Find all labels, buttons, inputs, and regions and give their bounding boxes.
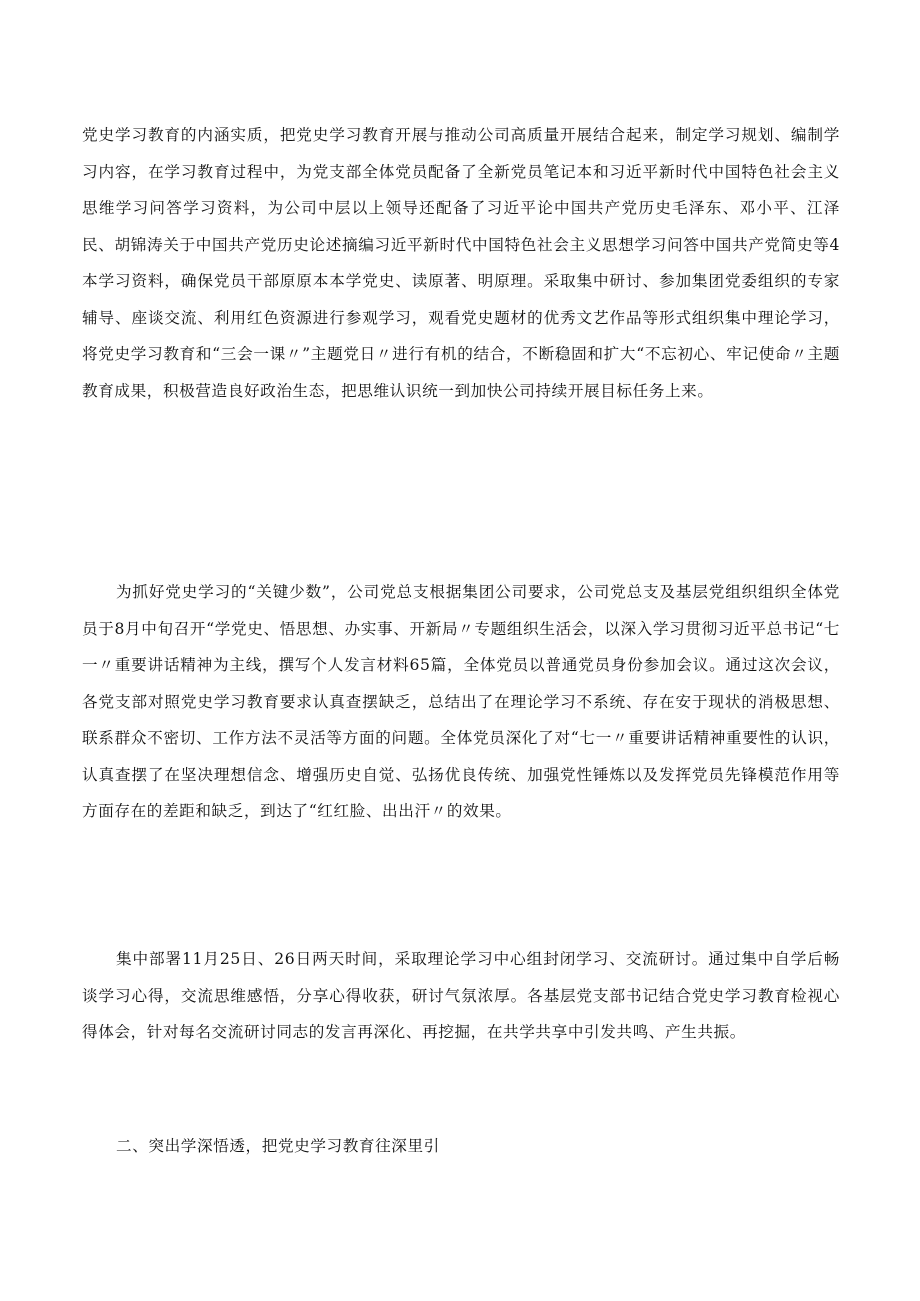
body-paragraph-1: 党史学习教育的内涵实质，把党史学习教育开展与推动公司高质量开展结合起来，制定学习规划、编制学习内容，在学习教育过程中，为党支部全体党员配备了全新党员笔记本和习近平新时代中国特色社会主义思维学习问答学习资料，为公司中层以上领导还配备了习近平论中国共产党历史毛泽东、邓小平、江泽民、胡锦涛关于中国共产党历史论述摘编习近平新时代中国特色社会主义思想学习问答中国共产党简史等4本学习资料，确保党员干部原原本本学党史、读原著、明原理。采取集中研讨、参加集团党委组织的专家辅导、座谈交流、利用红色资源进行参观学习，观看党史题材的优秀文艺作品等形式组织集中理论学习，将党史学习教育和“三会一课〃”主题党日〃进行有机的结合，不断稳固和扩大“不忘初心、牢记使命〃主题教育成果，积极营造良好政治生态，把思维认识统一到加快公司持续开展目标任务上来。 — [82, 126, 840, 400]
body-paragraph-3: 集中部署11月25日、26日两天时间，采取理论学习中心组封闭学习、交流研讨。通过集中自学后畅谈学习心得，交流思维感悟，分享心得收获，研讨气氛浓厚。各基层党支部书记结合党史学习教育检视心得体会，针对每名交流研讨同志的发言再深化、再挖掘，在共学共享中引发共鸣、产生共振。 — [82, 950, 840, 1041]
section-heading: 二、突出学深悟透，把党史学习教育往深里引 — [116, 1137, 440, 1155]
body-paragraph-2: 为抓好党史学习的“关键少数”，公司党总支根据集团公司要求，公司党总支及基层党组织组织全体党员于8月中旬召开“学党史、悟思想、办实事、开新局〃专题组织生活会，以深入学习贯彻习近平总书记“七一〃重要讲话精神为主线，撰写个人发言材料65篇，全体党员以普通党员身份参加会议。通过这次会议，各党支部对照党史学习教育要求认真查摆缺乏，总结出了在理论学习不系统、存在安于现状的消极思想、联系群众不密切、工作方法不灵活等方面的问题。全体党员深化了对“七一〃重要讲话精神重要性的认识，认真查摆了在坚决理想信念、增强历史自觉、弘扬优良传统、加强党性锤炼以及发挥党员先锋模范作用等方面存在的差距和缺乏，到达了“红红脸、出出汗〃的效果。 — [82, 583, 840, 820]
